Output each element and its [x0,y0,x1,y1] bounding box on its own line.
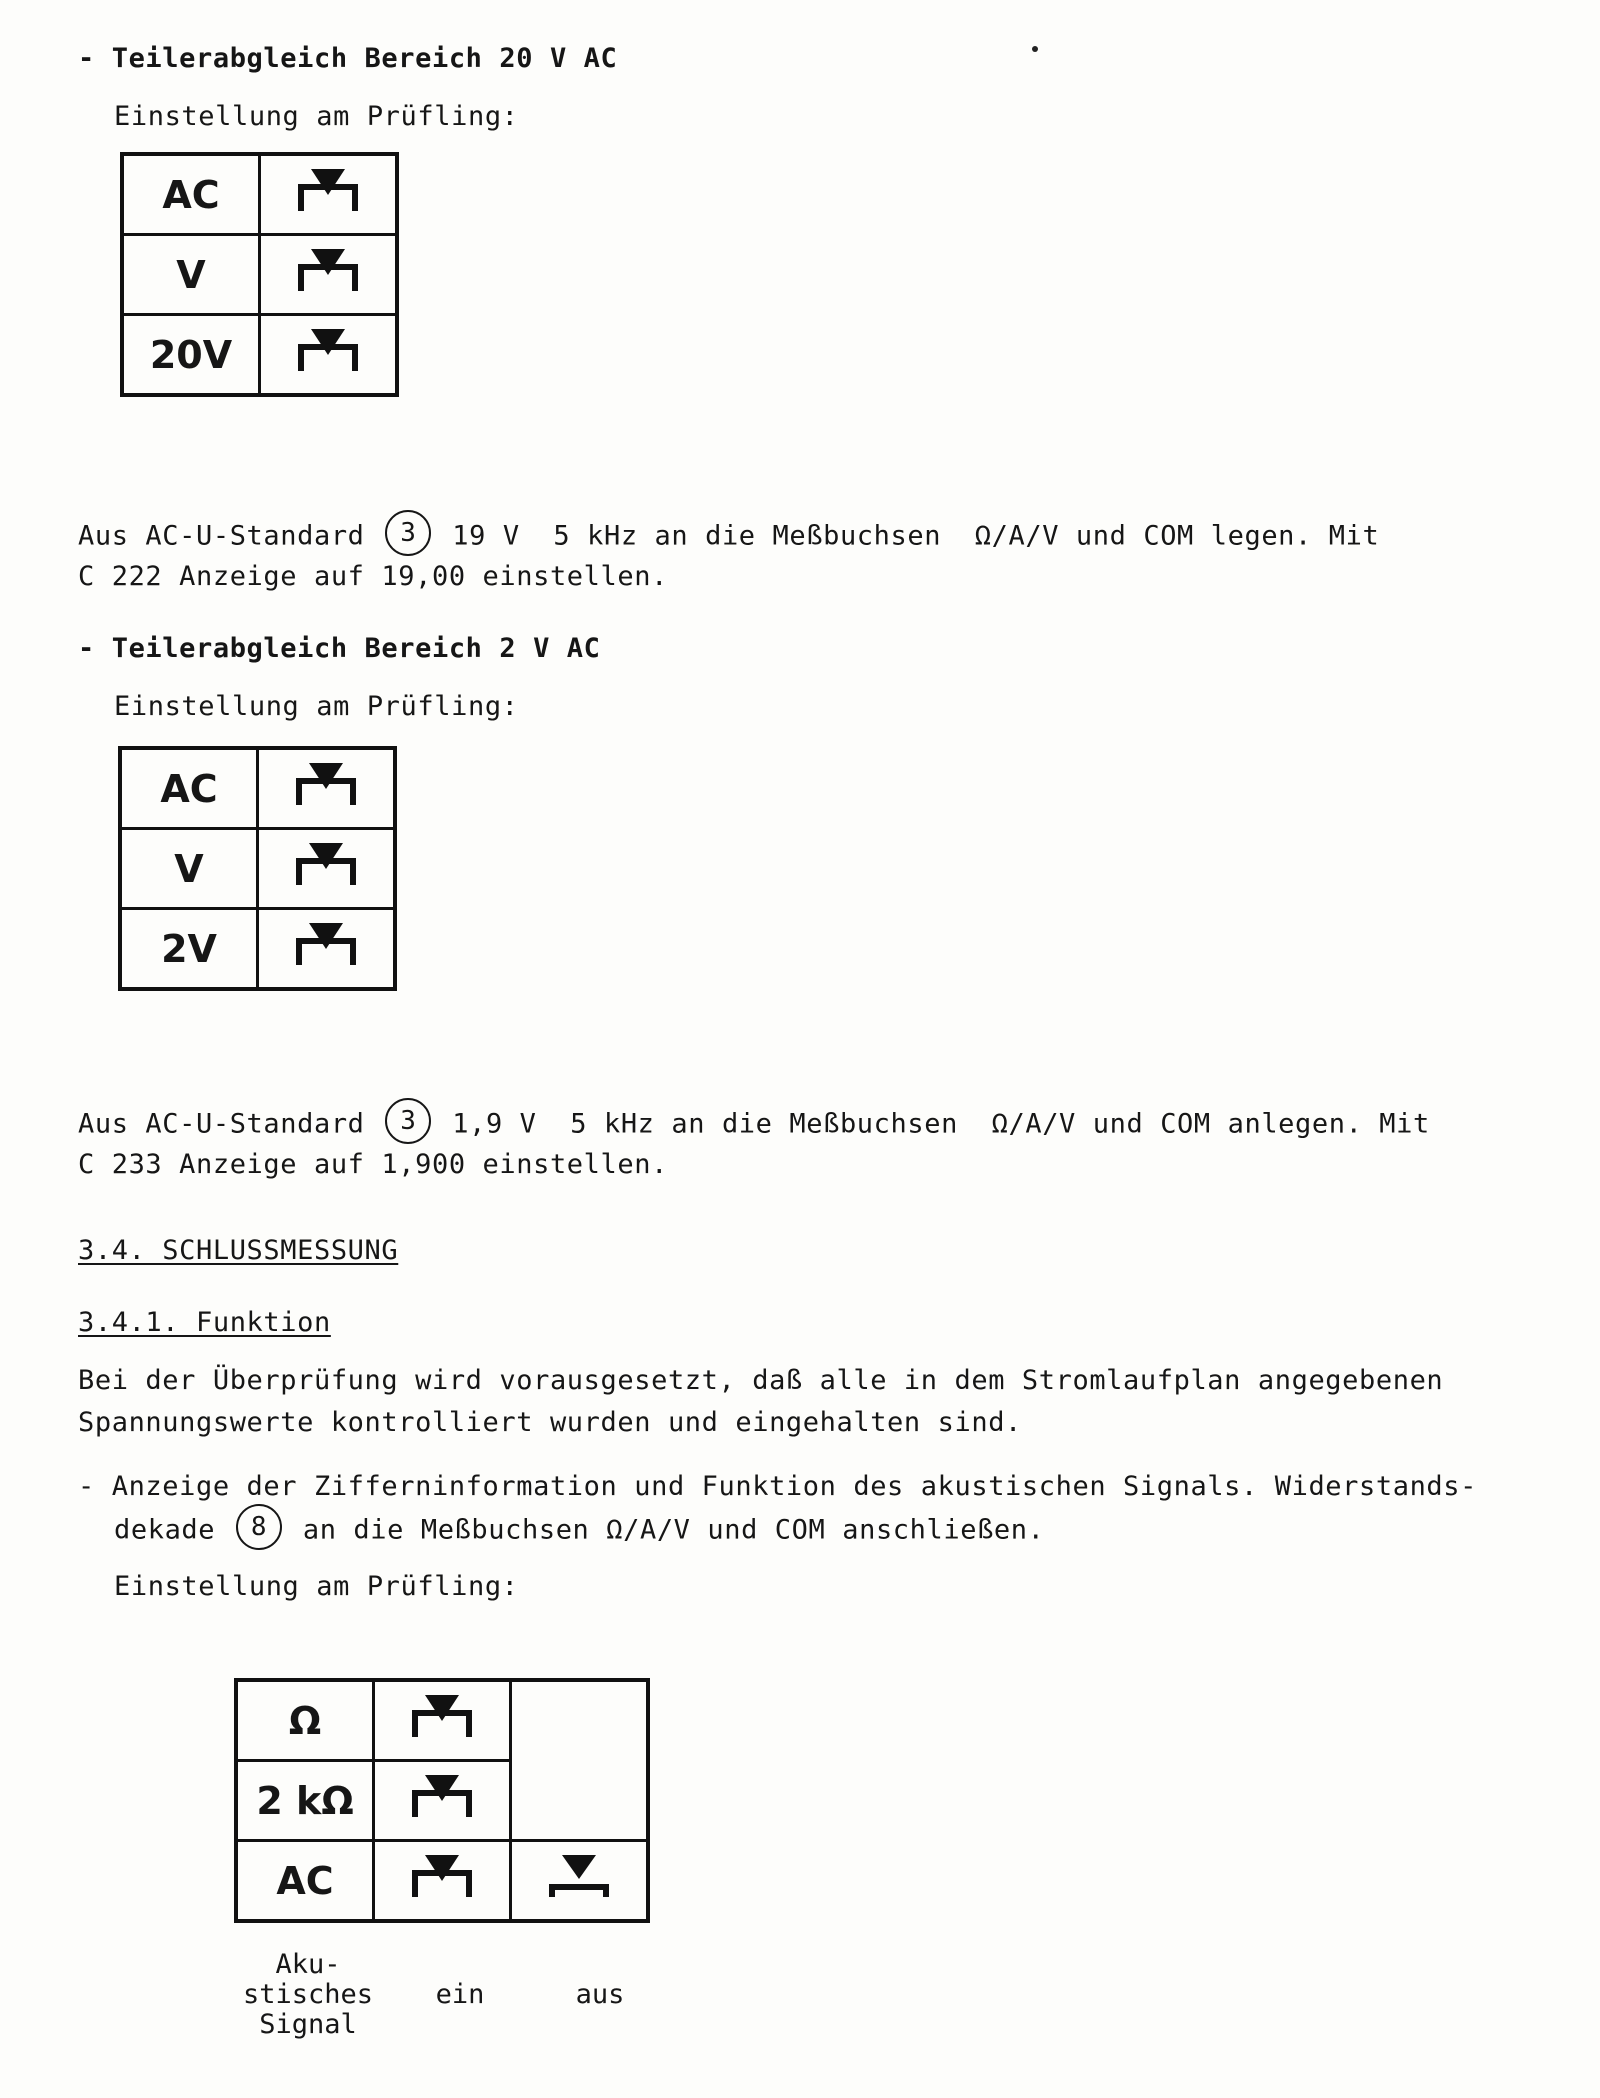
circled-number: 3 [385,510,431,556]
switch-key [374,1761,511,1841]
pressed-key-icon [291,167,365,213]
instruction-20v-line2: C 222 Anzeige auf 19,00 einstellen. [78,561,668,592]
pressed-key-icon [405,1773,479,1819]
switch-row [120,829,395,909]
switch-key [374,1841,511,1922]
empty-cell [511,1761,649,1841]
switch-table-2v [118,746,397,991]
circled-number: 8 [236,1504,282,1550]
circled-number: 3 [385,1098,431,1144]
pressed-key-icon [291,327,365,373]
bullet-line: - Anzeige der Zifferninformation und Funktion des akustischen Signals. Widerstands- [78,1471,1477,1502]
caption-on: ein [435,1979,485,2010]
switch-key-signal [511,1841,649,1922]
switch-key [260,235,398,315]
section-heading-text: 3.4. SCHLUSSMESSUNG [78,1235,399,1266]
switch-label: Ω [236,1680,374,1761]
switch-label: AC [120,748,258,829]
subsection-heading-text: 3.4.1. Funktion [78,1307,331,1338]
released-key-icon [542,1853,616,1899]
instruction-part: Aus AC-U-Standard [78,1108,365,1140]
switch-label: AC [122,154,260,235]
pressed-key-icon [289,841,363,887]
intro-2v: Einstellung am Prüfling: [114,691,519,722]
caption-off: aus [575,1979,625,2010]
caption-signal: Aku- stisches Signal [242,1949,374,2040]
switch-row [120,909,395,990]
switch-row [122,154,397,235]
intro-final: Einstellung am Prüfling: [114,1571,519,1602]
speck [1032,46,1038,52]
pressed-key-icon [405,1693,479,1739]
switch-row [122,235,397,315]
empty-cell [511,1680,649,1761]
switch-row [236,1761,648,1841]
heading-2v: - Teilerabgleich Bereich 2 V AC [78,633,601,664]
switch-label: AC [236,1841,374,1922]
switch-key [260,154,398,235]
switch-key [258,829,396,909]
section-heading [78,1234,398,1268]
instruction-part: 1,9 V 5 kHz an die Meßbuchsen Ω/A/V und COM anlegen. Mit [452,1108,1430,1140]
pressed-key-icon [405,1853,479,1899]
switch-label: V [120,829,258,909]
switch-row [120,748,395,829]
instruction-part: Aus AC-U-Standard [78,520,365,552]
bullet-part: an die Meßbuchsen Ω/A/V und COM anschließen. [302,1514,1045,1546]
switch-row [236,1680,648,1761]
switch-label: V [122,235,260,315]
intro-20v: Einstellung am Prüfling: [114,101,519,132]
switch-table-final [234,1678,650,1923]
switch-row [122,315,397,396]
switch-row [236,1841,648,1922]
switch-table-20v [120,152,399,397]
bullet-line-2 [114,1512,1045,1550]
pressed-key-icon [291,247,365,293]
instruction-20v [78,518,1379,556]
switch-key [374,1680,511,1761]
paragraph-line: Bei der Überprüfung wird vorausgesetzt, daß alle in dem Stromlaufplan angegebenen [78,1365,1444,1396]
instruction-2v [78,1106,1430,1144]
switch-label: 2 kΩ [236,1761,374,1841]
subsection-heading [78,1306,331,1340]
switch-label: 20V [122,315,260,396]
switch-label: 2V [120,909,258,990]
instruction-part: 19 V 5 kHz an die Meßbuchsen Ω/A/V und COM legen. Mit [452,520,1380,552]
switch-key [258,909,396,990]
heading-20v: - Teilerabgleich Bereich 20 V AC [78,43,618,74]
pressed-key-icon [289,761,363,807]
switch-key [258,748,396,829]
pressed-key-icon [289,921,363,967]
switch-key [260,315,398,396]
paragraph-line: Spannungswerte kontrolliert wurden und eingehalten sind. [78,1407,1022,1438]
bullet-part: dekade [114,1514,216,1546]
instruction-2v-line2: C 233 Anzeige auf 1,900 einstellen. [78,1149,668,1180]
